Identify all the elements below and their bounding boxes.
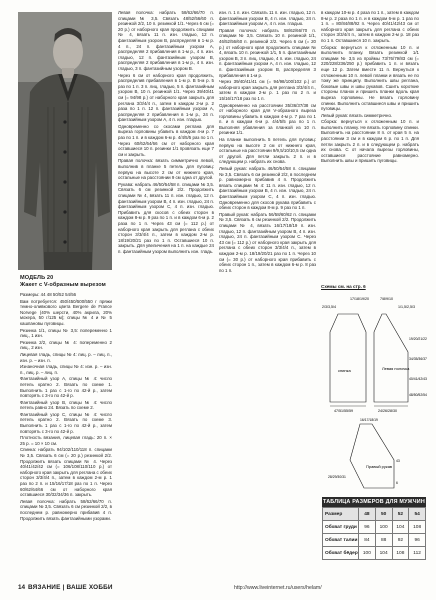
table-cell: 88 — [375, 534, 392, 547]
schematic-label: 43 — [396, 459, 400, 463]
table-cell: 100 — [359, 547, 376, 560]
paragraph: Левая полочка: набрать 58/62/66/70 п. спицами № 3,5. Связать 6 см резинкой 2/2, в последнем р. равномерно прибавив 4 п. Продолжить вязать фантазийными узорами. — [20, 498, 112, 521]
table-cell: Обхват бёдер — [323, 547, 359, 560]
table-cell: 92 — [392, 534, 409, 547]
paragraph: На планке выполнить 5 петель для пуговиц: первую на высоте 2 см от нижнего края, остальные на расстоянии 9/9,5/10/10,5 см одна от другой. Для петли закрыть 2 п. и в следующем р. набрать их снова. — [219, 137, 316, 165]
text-column-2 — [118, 10, 214, 582]
knitting-schematic — [320, 292, 427, 492]
table-row — [323, 521, 426, 534]
piece-label-front: Левая полочка — [382, 366, 410, 371]
schematic-label: 6 — [396, 481, 398, 485]
schemes-link[interactable]: Схемы см. на стр. 6 — [321, 284, 366, 289]
paragraph: Лицевая гладь, спицы № 4: лиц. р. – лиц. п., изн. р. – изн. п. — [20, 351, 112, 363]
schematic-label: 48/50/52/54 — [409, 393, 427, 397]
front-piece-outline — [374, 314, 408, 402]
schematic-label: 7/8/9/10 — [380, 297, 393, 301]
paragraph: Резинка 2/2, спицы № 4: попеременно 2 лиц., 2 изн. — [20, 339, 112, 351]
table-cell: 84 — [359, 534, 376, 547]
table-cell: 108 — [409, 521, 426, 534]
paragraph: Левый рукав: набрать 46/50/54/58 п. спицами № 3,5. Связать 6 см резинкой 2/2, в последнем р. равномерно прибавив 4 п. Продолжить вязать спицами № 4: 11 п. изн. гладью, 12 п. фантазийным узором В, 4 п. изн. гладью, 24 п. фантазийным узором С, 4 п. изн. гладью. Одновременно для скосов рукава прибавить с обеих сторон в каждом 8-м р. 9 раз по 1 п. — [219, 166, 316, 211]
paragraph: Сборка: вернуться к отложенным 10 п. и выполнить планку. Не вязать горловину спинки. Выполнить на расстоянии 8 п. от края 5 п. на расстоянии 3 см и в каждом 6 р. по 1 п. Для петли закрыть 2 п. и в следующем р. набрать их снова. С от начала вырезы горловины, оставшиеся расстояние равномерно. Выполнить швы и пришить пуговицы. — [321, 119, 419, 164]
size-table-grid — [322, 507, 426, 560]
paragraph: Размеры: 44 48 50/52 54/56 — [20, 292, 77, 297]
table-cell: 104 — [392, 521, 409, 534]
paragraph: Плотность вязания, лицевая гладь: 20 п. × 25 р. = 10 × 10 см. — [20, 435, 112, 446]
schematic-drawing — [320, 292, 427, 492]
size-table-title: ТАБЛИЦА РАЗМЕРОВ ДЛЯ МУЖЧИН — [323, 499, 425, 505]
schematic-label: 47/51/55/59 — [334, 409, 353, 413]
schematic-label: 1/1,5/2,5/3 — [398, 305, 415, 309]
size-table — [322, 497, 426, 560]
paragraph: Фантазийный узор С, спицы № 4: число петель кратно 2. Вязать по схеме 3. Выполнить 1 раз с 1-го по 42-й р., затем повторять с 3-го по 42-й р. — [20, 411, 112, 434]
table-header-cell: 52 — [392, 508, 409, 521]
paragraph: Правая полочка: вязать симметрично левой, выполнив в планке 5 петель для пуговиц: первую на высоте 2 см от нижнего края, остальные на расстоянии 9 см одна от другой. — [118, 158, 214, 181]
paragraph: Левая полочка: набрать 58/62/66/70 п. спицами № 3,5. Связать 48/52/56/60 п. резинкой 2/2, 10 п. резинкой 1/1. Через 6 см (= 20 р.) от наборного края продолжить спицами № 4, вязать 11 п. изн. гладью, 12 п. фантазийным узором В, распределяя в 1-м р. 4 п., 24 п. фантазийным узором А, распределяя 2 прибавления в 1-м р., 4 п. изн. гладью, 12 п. фантазийным узором В, распределяя 2 прибавления в 1-м р., 4 п. изн. гладью, 3 п. фантазийным узором В. — [118, 10, 214, 71]
source-url: http://www.liveinternet.ru/users/helam/ — [234, 585, 322, 591]
table-cell: 112 — [409, 547, 426, 560]
paragraph: Правая полочка: набрать 58/62/66/70 п. спицами № 3,5. Связать 10 п. резинкой 1/1, 46/52/56/60 п. резинкой 2/2. Через 6 см (= 20 р.) от наборного края продолжить спицами № 4, вязать 10 п. резинкой 1/1, 5 п. фантазийным узором В, 3 п. лиц. гладью, 4 п. изн. гладью, 24 п. фантазийным узором А, 4 п. изн. гладью, 12 п. фантазийным узором В, распределяя 3 прибавления в 1-м р. — [219, 27, 316, 78]
paragraph: Фантазийный узор А, спицы № 4: число петель кратно 2. Вязать по схеме 1. Выполнить 1 раз с 1-го по 42-й р., затем повторять с 3-го по 42-й р. — [20, 376, 112, 399]
paragraph: в каждом 10-м р. 4 раза по 1 п., затем в каждом 8-м р. 2 раза по 1 п. и в каждом 6-м р. 1 раз по 1 п. = 80/84/88/92 п. Через 40/41/42/43 см от наборного края закрыть для реглана с обеих сторон 3/3/4/4 п., затем в каждом 2-м р. 18 раз по 1 п. Оставшиеся 10 п. закрыть. — [321, 10, 419, 43]
back-piece-outline — [330, 314, 366, 402]
model-photo-illustration — [18, 12, 112, 270]
paragraph: Левый рукав: вязать симметрично. — [321, 112, 393, 118]
paragraph: Правый рукав: набрать 56/58/60/62 п. спицами № 3,5. Связать 6 см резинкой 2/2. Продолжить спицами № 4, вязать 16/17/18/19 п. изн. гладью, 12 п. фантазийным узором В, 4 п. изн. гладью, 24 п. фантазийным узором С. Через 43 см (= 112 р.) от наборного края закрыть для реглана с обеих сторон 3/3/4/4 п., затем в каждом 2-м р. 18/19/20/21 раз по 1 п. Через 10 см (= 30 р.) от наборного края прибавить с обеих сторон 1 п., затем в каждом 6-м р. 8 раз по 1 п. — [219, 211, 316, 273]
paragraph: Одновременно на расстоянии 35/36/37/38 см от наборного края для V-образного выреза горловины убавить в каждом 4-м р. 7 раз по 1 п. и в каждом 6-м р. 4/4/5/5 раз по 1 п. Выполняя убавления за планкой из 10 п. резинки 1/1. — [219, 102, 316, 136]
schematic-label: 16/17/18/19 — [360, 418, 378, 422]
table-header-cell: 54 — [409, 508, 426, 521]
schematic-label: 34/35/36/37 — [409, 357, 427, 361]
model-photo — [18, 12, 112, 270]
paragraph: Фантазийный узор В, спицы № 4: число петель равно 24. Вязать по схеме 2. — [20, 399, 112, 411]
text-column-4 — [321, 10, 419, 284]
piece-label-back: спинка — [338, 368, 351, 373]
paragraph: Спинка: набрать 94/102/110/118 п. спицами № 3,5. Связать 6 см (= 20 р.) резинкой 2/2. Продолжить вязать спицами № 4. Через 40/41/42/42 см (= 106/108/110/110 р.) от наборного края закрыть для реглана с обеих сторон 3/3/4/4 п., затем в каждом 2-м р. 1 раз по 2 п. и 15/16/17/18 раз по 1 п. Через 60/62/64/66 см от наборного края оставшиеся 30/32/34/36 п. закрыть. — [20, 447, 112, 498]
table-header-row — [323, 508, 426, 521]
table-cell: 96 — [359, 521, 376, 534]
table-cell: Обхват груди — [323, 521, 359, 534]
table-row — [323, 534, 426, 547]
text-column-3 — [219, 10, 316, 582]
schematic-label: 28/29/30/31 — [328, 475, 346, 479]
table-header-cell: Размер — [323, 508, 359, 521]
sleeve-piece-outline — [350, 424, 394, 488]
paragraph: Резинка 1/1, спицы № 3,5: попеременно 1 лиц., 1 изн. — [20, 327, 112, 339]
piece-label-sleeve: Правый рукав — [366, 464, 393, 469]
page-footer — [18, 583, 422, 595]
table-cell: 100 — [375, 521, 392, 534]
magazine-name: ВЯЗАНИЕ | ВАШЕ ХОББИ — [28, 584, 113, 591]
paragraph: Рукава: набрать 46/50/54/58 п. спицами № 3,5. Связать 6 см резинкой 2/2. Продолжить спицами № 4, вязать 11 п. изн. гладью, 12 п. фантазийным узором В, 4 п. изн. гладью, 24 п. фантазийным узором С, 4 п. изн. гладью. Прибавить для скосов с обеих сторон в каждом 8-м р. 9 раз по 1 п. и в каждом 6-м р. 2 раза по 1 п. Через 43 см (= 112 р.) от наборного края закрыть для реглана с обеих сторон 3/3/4/4 п., затем в каждом 2-м р. 18/19/20/21 раз по 1 п. Оставшиеся 10 п. закрыть. Для увеличения на 1 п. на каждые 24 п. фантазийным узором выполнить изн. гладь. — [118, 181, 214, 254]
paragraph: Сборка: вернуться к отложенным 10 п. и выполнить планку. Вязать резинкой 1/1 спицами № 3,5 из проймы 73/76/79/83 см (= 220/228/236/250 р.) прибавить 1 п. и вязать еще 12 р. Затем вместе 11 п. Вернуться к отложенным 10 п. левой планки и вязать ее по тому же принципу. Выполнить швы реглана, боковые швы и швы рукавов. Сшить короткие стороны планок и пришить планки вдоль края выреза горловины. Не вязать горловину спинки. Выполнить оставшиеся швы и пришить пуговицы. — [321, 44, 419, 112]
paragraph: изн. п. 1 п. изн. Связать 11 п. изн. гладью, 12 п. фантазийным узором В, 4 п. изн. гладью, 24 п. фантазийным узором А, 4 п. изн. гладью. — [219, 10, 316, 27]
schematic-label: 2/3/3,5/4 — [322, 305, 336, 309]
paragraph: Вам потребуется: 450/450/500/550 г пряжи темно-оливкового цвета Bergere de France Norvege (40% шерсти, 40% акрила, 20% мохера, 50 г/125 м); спицы № 4 и № 5 кашпановы пуговицы. — [20, 298, 112, 326]
table-row — [323, 547, 426, 560]
paragraph: Одновременно со скосами реглана для выреза горловины убавить в каждом 4-м р. 7 раз по 1 п. и в каждом 6-м р. 4/4/5/5 раз по 1 п. Через 60/62/64/66 см от наборного края оставшиеся 10 п. резинки 1/1 провязать еще 7 см и закрыть. — [118, 123, 214, 157]
model-heading — [20, 275, 106, 289]
table-cell: 104 — [375, 547, 392, 560]
table-header-cell: 50 — [375, 508, 392, 521]
table-cell: 108 — [392, 547, 409, 560]
schematic-label: 19/20/21/22 — [409, 337, 427, 341]
table-cell: 96 — [409, 534, 426, 547]
schematic-label: 24/26/28/30 — [378, 409, 397, 413]
table-cell: Обхват талии — [323, 534, 359, 547]
paragraph: Через 39/40/41/41 см (= 94/98/100/102 р.) от наборного края закрыть для реглана 3/3/4/4 п., затем в каждом 2-м р. 1 раз по 2 п. и 15/16/17/18 раз по 1 п. — [219, 79, 316, 101]
page-number: 14 — [18, 584, 26, 591]
model-title: Жакет с V-образным вырезом — [20, 282, 106, 288]
text-column-1 — [20, 292, 112, 580]
model-number: МОДЕЛЬ 20 — [20, 275, 54, 281]
schematic-label: 17/18/19/20 — [350, 297, 369, 301]
paragraph: Через 6 см от наборного края продолжить, распределив прибавления в 1-м р. В 5-м р. 5 раз по 1 п. 3 п. лиц. гладью, 5 п. фантазийным узором В, 10 п. резинкой 1/1. Через 39/40/41 см (= 94/98 р.) от наборного края закрыть для реглана 3/3/4/4 п., затем в каждом 2-м р. 2 раза по 1 п. 12 п. фантазийным узором А, распределяя 2 прибавления в 1-м р., 24 п. фантазийным узором А, 4 п. изн. гладью. — [118, 72, 214, 123]
schematic-label: 40/41/42/43 — [409, 377, 427, 381]
table-header-cell: 48 — [359, 508, 376, 521]
paragraph: Изнаночная гладь, спицы № 4: изн. р. – изн. п., лиц. р. – лиц. п. — [20, 364, 112, 375]
